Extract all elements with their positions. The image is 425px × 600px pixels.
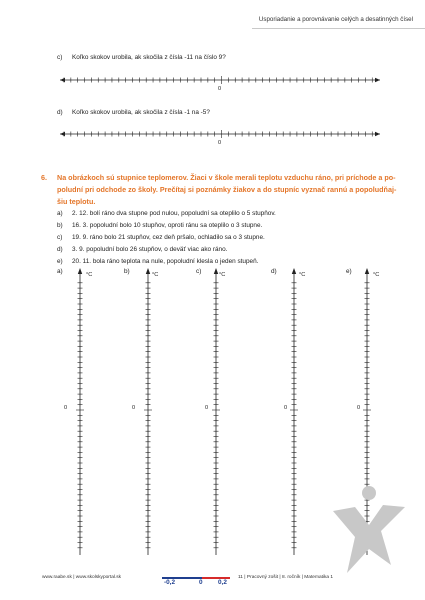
item-c-letter: c) [57,234,63,241]
thermometer-c-arrow [214,268,218,274]
page-header-title: Usporiadanie a porovnávanie celých a desatinných čísel [258,16,413,23]
thermometer-c-zero-label: 0 [205,405,209,411]
thermometer-b-zero-label: 0 [132,405,136,411]
thermometer-a-unit: °C [86,272,93,278]
task-number: 6. [41,173,47,182]
header-divider [252,28,425,29]
number-line-d-zero-label: 0 [218,140,222,146]
thermometer-b-arrow [146,268,150,274]
thermometer-a-letter: a) [57,268,63,275]
item-a-letter: a) [57,210,63,217]
item-d-letter: d) [57,246,63,253]
number-line-c [60,76,380,84]
task-instruction-line-1: Na obrázkoch sú stupnice teplomerov. Žiaci v škole merali teplotu vzduchu ráno, pri príchode a po- [57,173,396,182]
number-line-c-zero-label: 0 [218,86,222,92]
item-e-letter: e) [57,258,63,265]
item-b-letter: b) [57,222,63,229]
task-instruction-line-2: poludní pri odchode zo školy. Prečítaj si poznámky žiakov a do stupníc vyznač rannú a popoludňaj- [57,185,397,194]
item-d-text: 3. 9. popoludní bolo 26 stupňov, o deväť viac ako ráno. [72,246,228,253]
task-instruction-line-3: šiu teplotu. [57,197,96,206]
number-line-d [60,130,380,138]
question-d-text: Koľko skokov urobila, ak skočila z čísla -1 na -5? [72,109,210,116]
publisher-logo-icon [325,485,410,580]
thermometer-c-unit: °C [219,272,226,278]
footer-page-info: 11 | Pracovný zošit | 8. ročník | Matematika 1 [238,575,334,580]
footer-scale-bar-negative [162,577,202,579]
item-b-text: 16. 3. popoludní bolo 10 stupňov, oproti ránu sa oteplilo o 3 stupne. [72,222,263,229]
thermometer-d-letter: d) [271,268,277,275]
footer-scale-minus: -0,2 [164,579,176,586]
thermometer-c-letter: c) [196,268,202,275]
question-c-letter: c) [57,54,63,61]
item-e-text: 20. 11. bola ráno teplota na nule, popoludní klesla o jeden stupeň. [72,258,259,265]
footer-scale-zero: 0 [199,579,203,586]
footer-scale-plus: 0,2 [218,579,227,586]
thermometer-e-unit: °C [373,272,380,278]
question-d-letter: d) [57,109,63,116]
question-c-text: Koľko skokov urobila, ak skočila z čísla -11 na číslo 9? [72,54,226,61]
number-line-c-arrow-left [60,78,65,82]
thermometer-b-unit: °C [152,272,159,278]
thermometer-d-unit: °C [299,272,306,278]
number-line-d-arrow-right [375,132,380,136]
thermometer-e-zero-label: 0 [357,405,361,411]
item-c-text: 19. 9. ráno bolo 21 stupňov, cez deň pršalo, ochladilo sa o 3 stupne. [72,234,265,241]
thermometer-d-arrow [292,268,296,274]
item-a-text: 2. 12. bolí ráno dva stupne pod nulou, popoludní sa oteplilo o 5 stupňov. [72,210,276,217]
number-line-d-arrow-left [60,132,65,136]
thermometer-e-arrow [365,268,369,274]
thermometer-e-letter: e) [346,268,352,275]
thermometer-d-zero-label: 0 [284,405,288,411]
thermometer-b-letter: b) [124,268,130,275]
number-line-c-arrow-right [375,78,380,82]
footer-website-links: www.raabe.sk | www.skolskyportal.sk [42,575,122,580]
footer-scale-bar-positive [202,577,230,579]
thermometer-a-arrow [78,268,82,274]
thermometer-a-zero-label: 0 [64,405,68,411]
